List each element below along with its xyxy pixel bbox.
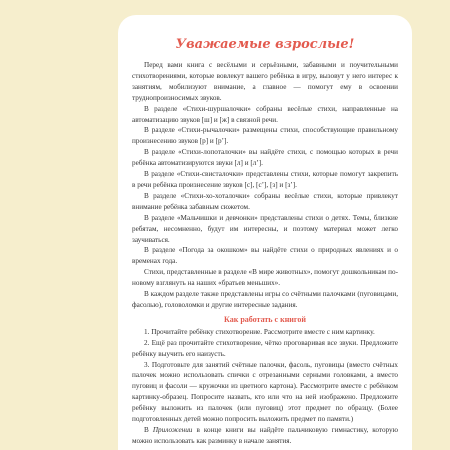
paragraph: В разделе «Стихи-лопоталочки» вы найдёте стихи, с помощью которых в речи ребёнка автоматизируются звуки [л] и [л’].	[132, 148, 398, 168]
paragraph: Стихи, представленные в разделе «В мире животных», помогут дошкольникам по-новому взглянуть на наших «братьев меньших».	[132, 268, 398, 288]
paragraph: В разделе «Стихи-хо-хоталочки» собраны весёлые стихи, которые привлекут внимание ребёнка забавным сюжетом.	[132, 191, 398, 211]
final-suffix: в конце книги вы найдёте пальчиковую гимнастику, которую можно использовать как разминку в начале занятия.	[132, 426, 398, 445]
paragraph: В разделе «Стихи-шуршалочки» собраны весёлые стихи, направленные на автоматизацию звуков [ш] и [ж] в связной речи.	[132, 104, 398, 124]
step-item: 1. Прочитайте ребёнку стихотворение. Рассмотрите вместе с ним картинку.	[144, 327, 375, 336]
paragraph: В разделе «Стихи-рычалочки» размещены стихи, способствующие правильному произнесению звуков [р] и [р’].	[132, 126, 398, 146]
appendix-reference: Приложении	[152, 426, 193, 434]
paragraph: В разделе «Мальчишки и девчонки» представлены стихи о детях. Темы, близкие ребятам, несомненно, будут им интересны, и поэтому материал может легко заучиваться.	[132, 213, 398, 244]
paragraph: В каждом разделе также представлены игры со счётными палочками (пуговицами, фасолью), головоломки и другие интересные задания.	[132, 290, 398, 309]
step-item: 3. Подготовьте для занятий счётные палочки, фасоль, пуговицы (вместо счётных палочек можно использовать спички с отрезанными серными головками, а вместо пуговиц и фасоли — кружочки из цветного картона). Рассмотрите вместе с ребёнком картинку-образец. Попросите назвать, кто или что на ней изображено. Предложите ребёнку выложить из палочек (или пуговиц) этот предмет по образцу. (Более подготовленных детей можно попросить выложить предмет по памяти.)	[132, 360, 398, 424]
paragraph: Перед вами книга с весёлыми и серьёзными, забавными и поучительными стихотворениями, которые вовлекут вашего ребёнка в игру, вызовут у него интерес к занятиям, мобилизуют внимание, а главное — помогут ему в освоении труднопроизносимых звуков.	[132, 61, 398, 102]
page-title: Уважаемые взрослые!	[175, 37, 355, 52]
final-paragraph	[132, 425, 398, 447]
step-item: 2. Ещё раз прочитайте стихотворение, чётко проговаривая все звуки. Предложите ребёнку выучить его наизусть.	[132, 338, 398, 358]
page-sheet	[118, 15, 412, 450]
paragraph: В разделе «Погода за окошком» вы найдёте стихи о природных явлениях и о временах года.	[132, 246, 398, 266]
final-prefix: В	[144, 426, 153, 434]
paragraph: В разделе «Стихи-свисталочки» представлены стихи, которые помогут закрепить в речи ребёнка произнесение звуков [с], [с’], [з] и [з’].	[132, 170, 398, 189]
section-heading: Как работать с книгой	[224, 314, 306, 324]
